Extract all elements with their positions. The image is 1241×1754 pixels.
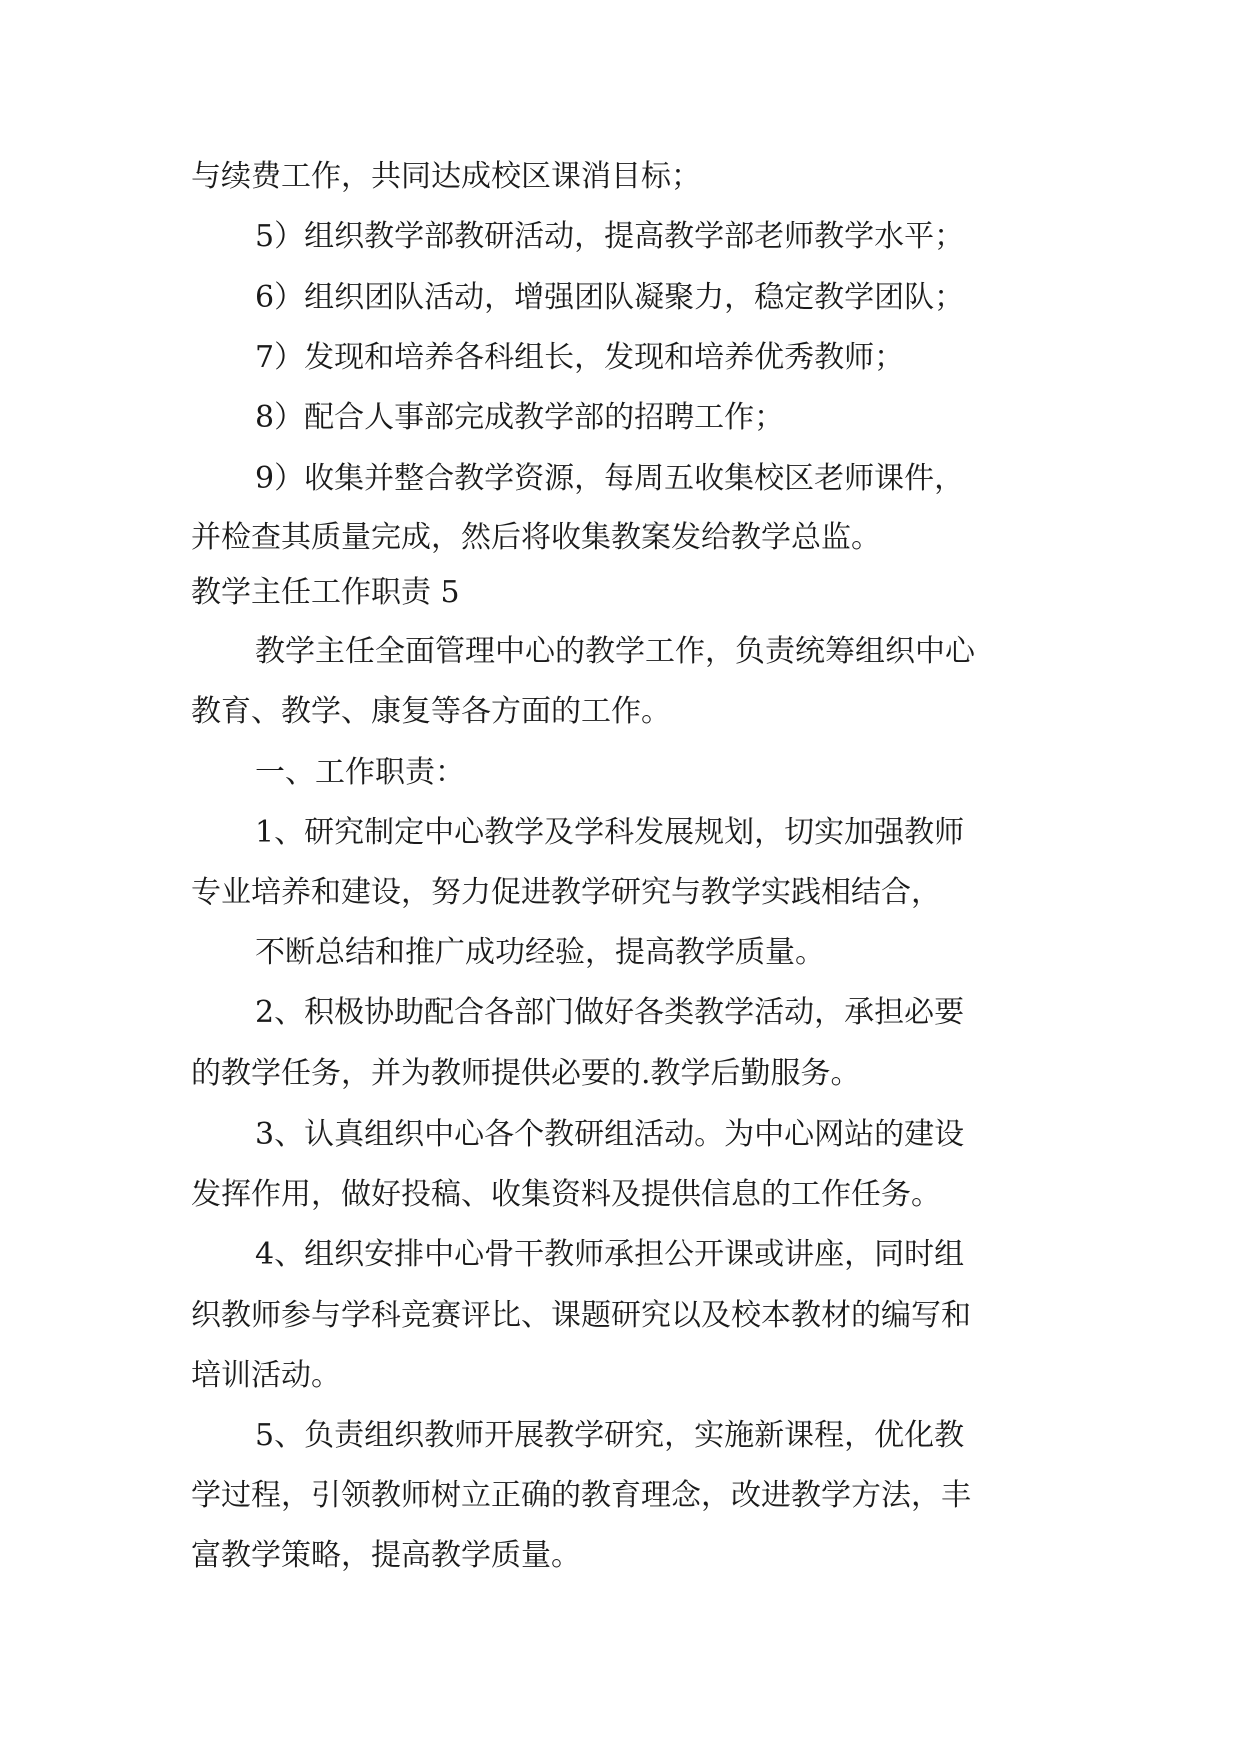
text-line: 4、组织安排中心骨干教师承担公开课或讲座，同时组 <box>255 1237 965 1272</box>
text-line: 教育、教学、康复等各方面的工作。 <box>191 694 671 729</box>
text-line: 9）收集并整合教学资源，每周五收集校区老师课件， <box>255 461 965 496</box>
text-line: 2、积极协助配合各部门做好各类教学活动，承担必要 <box>255 995 965 1030</box>
text-line: 的教学任务，并为教师提供必要的.教学后勤服务。 <box>191 1056 861 1091</box>
text-line: 专业培养和建设，努力促进教学研究与教学实践相结合， <box>191 875 941 910</box>
text-line: 1、研究制定中心教学及学科发展规划，切实加强教师 <box>255 815 965 850</box>
text-line: 一、工作职责： <box>255 755 465 790</box>
text-line: 并检查其质量完成，然后将收集教案发给教学总监。 <box>191 520 881 555</box>
text-line: 3、认真组织中心各个教研组活动。为中心网站的建设 <box>255 1117 965 1152</box>
text-line: 6）组织团队活动，增强团队凝聚力，稳定教学团队； <box>255 280 965 315</box>
text-line: 培训活动。 <box>191 1358 341 1393</box>
section-heading: 教学主任工作职责 5 <box>191 575 460 610</box>
text-line: 5、负责组织教师开展教学研究，实施新课程，优化教 <box>255 1418 965 1453</box>
text-line: 7）发现和培养各科组长，发现和培养优秀教师； <box>255 340 905 375</box>
text-line: 学过程，引领教师树立正确的教育理念，改进教学方法，丰 <box>191 1478 971 1513</box>
text-line: 与续费工作，共同达成校区课消目标； <box>191 159 701 194</box>
text-line: 教学主任全面管理中心的教学工作，负责统筹组织中心 <box>255 634 975 669</box>
text-line: 8）配合人事部完成教学部的招聘工作； <box>255 400 785 435</box>
text-line: 富教学策略，提高教学质量。 <box>191 1538 581 1573</box>
text-line: 发挥作用，做好投稿、收集资料及提供信息的工作任务。 <box>191 1177 941 1212</box>
text-line: 不断总结和推广成功经验，提高教学质量。 <box>255 935 825 970</box>
text-line: 织教师参与学科竞赛评比、课题研究以及校本教材的编写和 <box>191 1298 971 1333</box>
text-line: 5）组织教学部教研活动，提高教学部老师教学水平； <box>255 219 965 254</box>
